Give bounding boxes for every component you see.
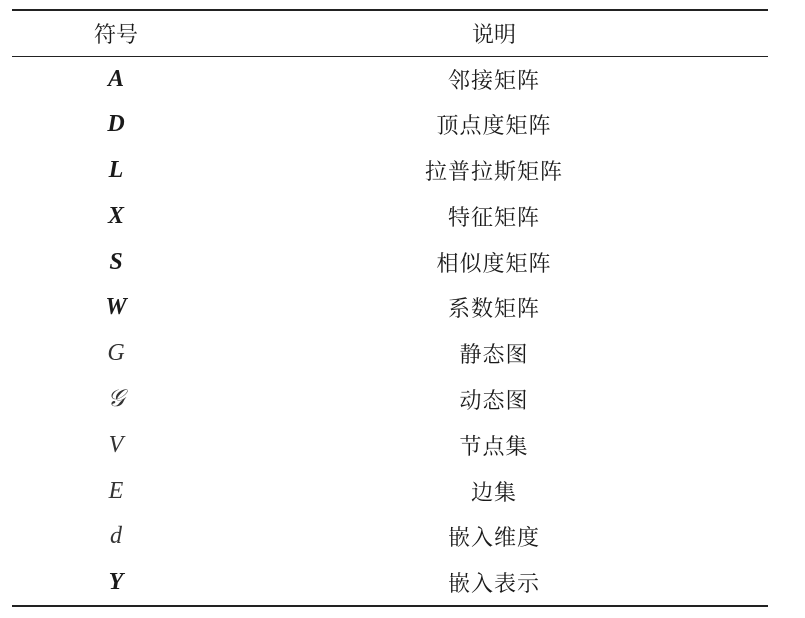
symbol-cell — [12, 56, 220, 102]
table-row — [12, 148, 768, 194]
table-header — [12, 10, 768, 56]
symbol-text: W — [105, 294, 127, 321]
description-cell: 嵌入表示 — [220, 560, 768, 606]
description-cell: 嵌入维度 — [447, 526, 540, 552]
symbol-cell — [12, 331, 220, 377]
description-cell: 相似度矩阵 — [436, 251, 552, 277]
description-cell: 拉普拉斯矩阵 — [424, 159, 563, 185]
symbol-text: d — [110, 523, 122, 550]
description-cell: 静态图 — [459, 343, 529, 369]
symbol-cell — [12, 102, 220, 148]
symbol-text: V — [108, 431, 124, 458]
table-row — [12, 514, 768, 560]
table-row — [12, 239, 768, 285]
symbol-cell — [12, 148, 220, 194]
description-cell: 节点集 — [459, 434, 529, 460]
symbol-text: 𝒢 — [107, 385, 125, 412]
symbol-text: A — [107, 65, 124, 92]
description-cell: 顶点度矩阵 — [436, 114, 552, 140]
symbol-cell — [12, 193, 220, 239]
symbol-text: E — [108, 477, 124, 504]
symbol-cell — [12, 239, 220, 285]
table-row — [12, 56, 768, 102]
table-row — [12, 377, 768, 423]
symbol-text: S — [109, 248, 123, 275]
symbol-text: Y — [108, 568, 124, 595]
symbol-cell — [12, 514, 220, 560]
symbol-cell — [12, 560, 220, 606]
description-cell: 边集 — [470, 480, 517, 506]
table-row — [12, 102, 768, 148]
header-symbol: 符号 — [12, 10, 220, 56]
table-row — [12, 193, 768, 239]
table-row — [12, 422, 768, 468]
description-cell: 邻接矩阵 — [447, 68, 540, 94]
table-body — [12, 56, 768, 606]
description-cell: 动态图 — [459, 388, 529, 414]
symbol-cell — [12, 377, 220, 423]
description-cell: 特征矩阵 — [447, 205, 540, 231]
symbol-cell — [12, 468, 220, 514]
symbol-text: G — [107, 340, 125, 367]
notation-table — [12, 9, 768, 607]
symbol-text: X — [107, 202, 124, 229]
table-row — [12, 331, 768, 377]
symbol-cell — [12, 285, 220, 331]
symbol-text: D — [107, 111, 125, 138]
symbol-cell — [12, 422, 220, 468]
header-row — [12, 10, 768, 56]
table-row — [12, 468, 768, 514]
table-row — [12, 285, 768, 331]
symbol-text: L — [108, 156, 124, 183]
description-cell: 系数矩阵 — [447, 297, 540, 323]
table-row — [12, 560, 768, 606]
header-description: 说明 — [220, 10, 768, 56]
